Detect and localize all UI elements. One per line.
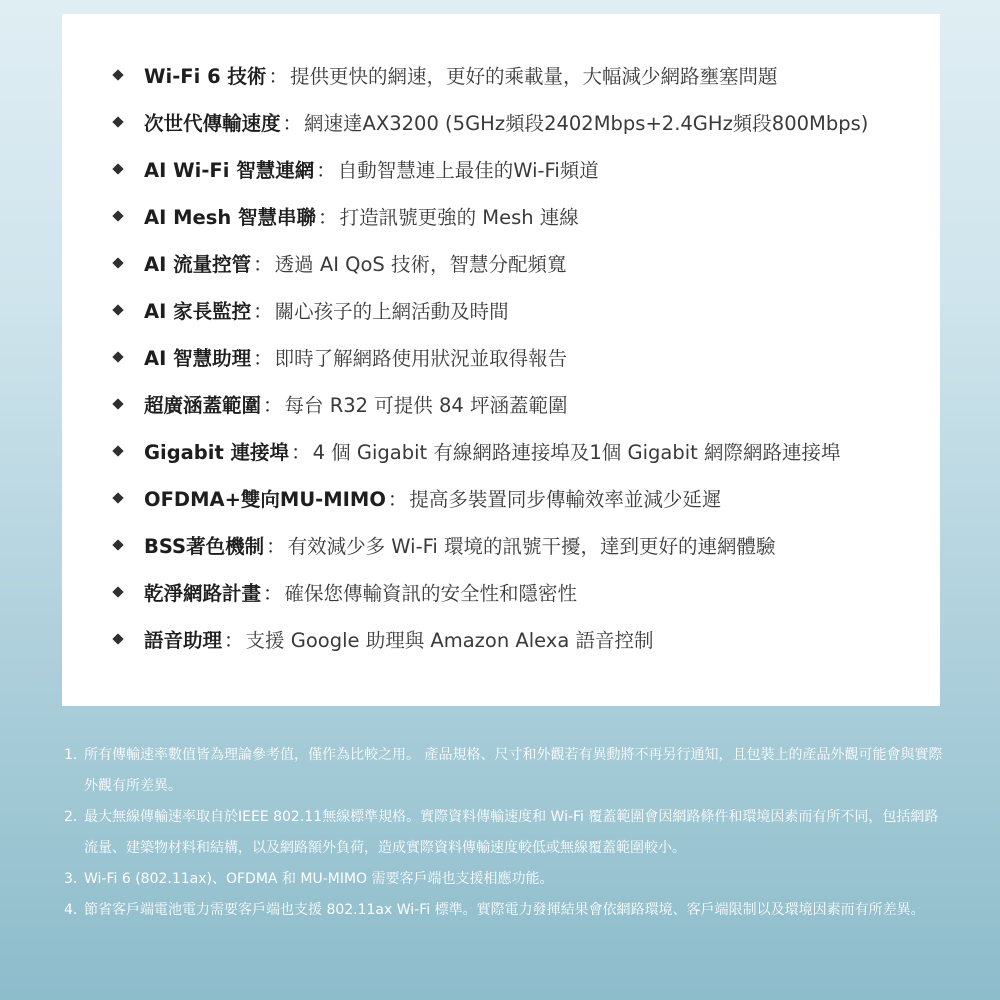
footnote — [64, 802, 944, 864]
feature-item — [114, 333, 920, 380]
footnote — [64, 864, 944, 895]
diamond-bullet-icon — [112, 69, 123, 80]
footnote-list — [64, 740, 944, 926]
footnote-text: Wi-Fi 6 (802.11ax)、OFDMA 和 MU-MIMO 需要客戶端也支援相應功能。 — [84, 871, 554, 887]
diamond-bullet-icon — [112, 586, 123, 597]
diamond-bullet-icon — [112, 398, 123, 409]
feature-item — [114, 51, 920, 98]
feature-item — [114, 192, 920, 239]
feature-title: AI 流量控管 — [144, 252, 252, 276]
feature-item — [114, 568, 920, 615]
feature-title: 乾淨網路計畫 — [144, 581, 262, 605]
feature-description: 自動智慧連上最佳的Wi-Fi頻道 — [337, 158, 599, 182]
footnote-number: 4. — [64, 902, 78, 918]
feature-description: 支援 Google 助理與 Amazon Alexa 語音控制 — [245, 628, 654, 652]
feature-description: 確保您傳輸資訊的安全性和隱密性 — [284, 581, 578, 605]
diamond-bullet-icon — [112, 539, 123, 550]
feature-description: 4 個 Gigabit 有線網路連接埠及1個 Gigabit 網際網路連接埠 — [312, 440, 841, 464]
feature-separator: ： — [253, 299, 273, 323]
feature-title: OFDMA+雙向MU-MIMO — [144, 487, 386, 511]
diamond-bullet-icon — [112, 257, 123, 268]
diamond-bullet-icon — [112, 633, 123, 644]
feature-separator: ： — [387, 487, 408, 511]
feature-description: 每台 R32 可提供 84 坪涵蓋範圍 — [284, 393, 568, 417]
feature-description: 打造訊號更強的 Mesh 連線 — [339, 205, 579, 229]
feature-separator: ： — [318, 205, 338, 229]
feature-title: AI Wi-Fi 智慧連網 — [144, 158, 315, 182]
feature-separator: ： — [263, 393, 283, 417]
feature-title: AI 智慧助理 — [144, 346, 252, 370]
footnote-number: 3. — [64, 871, 78, 887]
diamond-bullet-icon — [112, 445, 123, 456]
footnote-text: 節省客戶端電池電力需要客戶端也支援 802.11ax Wi-Fi 標準。實際電力發揮結果會依網路環境、客戶端限制以及環境因素而有所差異。 — [84, 902, 925, 918]
footnote — [64, 740, 944, 802]
footnote — [64, 895, 944, 926]
feature-item — [114, 380, 920, 427]
feature-separator: ： — [282, 111, 303, 135]
diamond-bullet-icon — [112, 210, 123, 221]
feature-separator: ： — [316, 158, 336, 182]
feature-title: Gigabit 連接埠 — [144, 440, 290, 464]
feature-description: 提高多裝置同步傳輸效率並減少延遲 — [409, 487, 722, 511]
footnote-text: 最大無線傳輸速率取自於IEEE 802.11無線標準規格。實際資料傳輸速度和 Wi-Fi 覆蓋範圍會因網路條件和環境因素而有所不同，包括網路流量、建築物材料和結構，以及網路額外負荷，造成實際資料傳輸速度較低或無線覆蓋範圍較小。 — [84, 809, 939, 856]
feature-description: 即時了解網路使用狀況並取得報告 — [274, 346, 568, 370]
feature-description: 提供更快的網速，更好的乘載量，大幅減少網路壅塞問題 — [289, 64, 778, 88]
feature-separator: ： — [253, 346, 273, 370]
feature-separator: ： — [266, 534, 286, 558]
feature-title: Wi-Fi 6 技術 — [144, 64, 267, 88]
feature-item — [114, 145, 920, 192]
feature-separator: ： — [253, 252, 273, 276]
feature-title: BSS著色機制 — [144, 534, 265, 558]
diamond-bullet-icon — [112, 163, 123, 174]
footnote-number: 1. — [64, 747, 78, 763]
feature-description: 網速達AX3200 (5GHz頻段2402Mbps+2.4GHz頻段800Mbps) — [304, 111, 869, 135]
feature-description: 關心孩子的上網活動及時間 — [274, 299, 509, 323]
feature-item — [114, 521, 920, 568]
feature-title: 超廣涵蓋範圍 — [144, 393, 262, 417]
feature-description: 有效減少多 Wi-Fi 環境的訊號干擾，達到更好的連網體驗 — [287, 534, 776, 558]
feature-item — [114, 239, 920, 286]
diamond-bullet-icon — [112, 116, 123, 127]
feature-list — [114, 51, 920, 662]
feature-title: AI Mesh 智慧串聯 — [144, 205, 317, 229]
feature-separator: ： — [268, 64, 288, 88]
feature-separator: ： — [224, 628, 244, 652]
feature-separator: ： — [291, 440, 311, 464]
feature-title: AI 家長監控 — [144, 299, 252, 323]
diamond-bullet-icon — [112, 304, 123, 315]
feature-item — [114, 427, 920, 474]
footnote-number: 2. — [64, 809, 78, 825]
footnote-text: 所有傳輸速率數值皆為理論參考值，僅作為比較之用。 產品規格、尺寸和外觀若有異動將不再另行通知，且包裝上的產品外觀可能會與實際外觀有所差異。 — [84, 747, 943, 794]
feature-item — [114, 615, 920, 662]
feature-item — [114, 98, 920, 145]
feature-separator: ： — [263, 581, 283, 605]
feature-card — [62, 14, 940, 706]
feature-description: 透過 AI QoS 技術，智慧分配頻寬 — [274, 252, 567, 276]
feature-title: 語音助理 — [144, 628, 223, 652]
feature-item — [114, 286, 920, 333]
diamond-bullet-icon — [112, 492, 123, 503]
feature-item — [114, 474, 920, 521]
feature-title: 次世代傳輸速度 — [144, 111, 281, 135]
diamond-bullet-icon — [112, 351, 123, 362]
